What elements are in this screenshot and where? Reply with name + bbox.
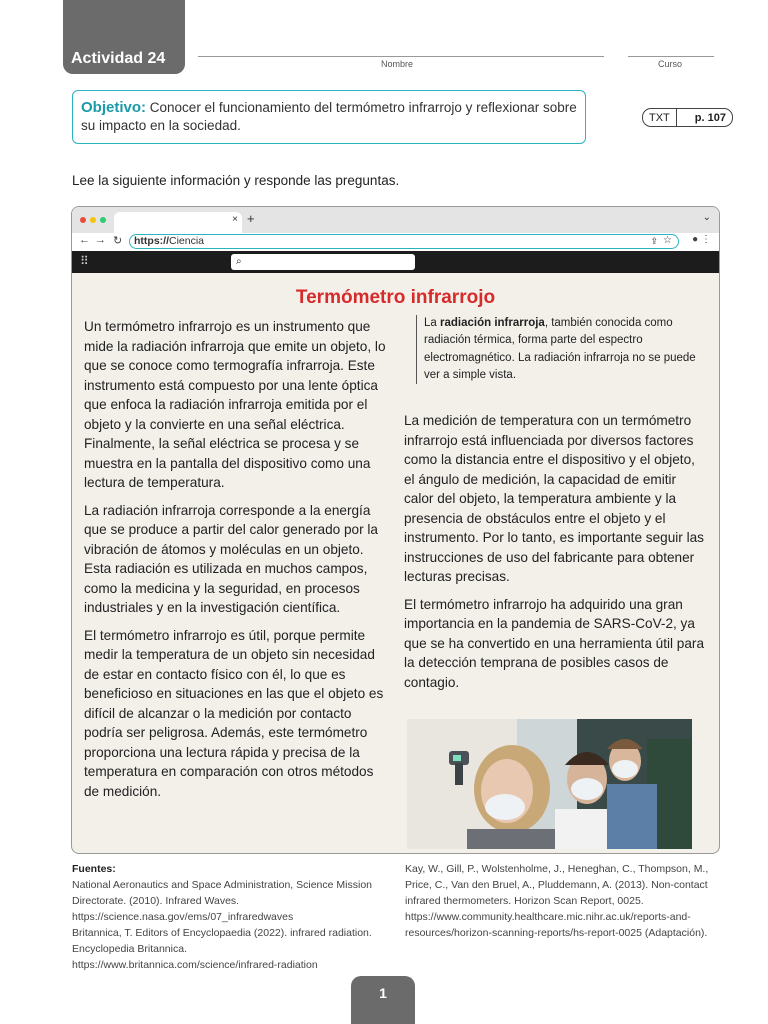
close-window-dot[interactable] [80, 217, 86, 223]
forward-arrow-icon[interactable]: → [95, 234, 106, 246]
name-line [198, 56, 604, 57]
sources-heading: Fuentes: [72, 863, 116, 875]
site-search-input[interactable] [231, 254, 415, 270]
side-note [416, 315, 696, 384]
article-right-column [404, 411, 704, 700]
url-scheme: https:// [134, 235, 169, 247]
page-number: 1 [351, 976, 415, 1024]
star-icon[interactable]: ☆ [663, 235, 672, 246]
activity-label: Actividad 24 [71, 50, 166, 67]
reload-icon[interactable]: ↻ [113, 235, 123, 247]
paragraph: El termómetro infrarrojo ha adquirido una gran importancia en la pandemia de SARS-CoV-2, ya que se ha convertido en una herramienta útil para la detección temprana de posibles casos de contagio. [404, 596, 705, 690]
note-text: , también conocida como radiación térmica, forma parte del espectro electromagnético. La radiación infrarroja no se puede ver a simple vista. [424, 317, 696, 381]
note-prefix: La [424, 317, 440, 329]
close-tab-icon[interactable]: × [232, 214, 238, 225]
course-line [628, 56, 714, 57]
course-label: Curso [658, 59, 683, 69]
url-path: Ciencia [169, 235, 205, 247]
note-term: radiación infrarroja [440, 317, 545, 329]
sources-left [72, 861, 384, 973]
book-page: p. 107 [694, 111, 726, 124]
instructions: Lee la siguiente información y responde las preguntas. [72, 173, 400, 188]
apps-grid-icon[interactable]: ⠿ [80, 254, 89, 268]
back-arrow-icon[interactable]: ← [79, 234, 90, 246]
share-icon[interactable]: ⇪ [650, 236, 658, 246]
objective-text: Conocer el funcionamiento del termómetro infrarrojo y reflexionar sobre su impacto en la sociedad. [81, 100, 577, 133]
activity-tab [63, 0, 185, 74]
source-entry: Britannica, T. Editors of Encyclopaedia (2022). infrared radiation. Encyclopedia Britannica. https://www.britannica.com/science/infrared-radiation [72, 927, 372, 971]
browser-tabbar [72, 207, 719, 233]
minimize-window-dot[interactable] [90, 217, 96, 223]
address-bar-row [72, 233, 719, 251]
profile-menu-icons[interactable]: ● ⋮ [692, 234, 711, 245]
browser-window [71, 206, 720, 854]
new-tab-icon[interactable]: + [247, 211, 255, 226]
source-entry: Kay, W., Gill, P., Wolstenholme, J., Heneghan, C., Thompson, M., Price, C., Van den Bruel, A., Pluddemann, A. (2013). Non-contact infrared thermometers. Horizon Scan Report, 0025. https://www.community.healthcare.mic.nihr.ac.uk/reports-and-resources/horizon-scanning-reports/hs-report-0025 (Adaptación). [405, 863, 709, 939]
thermometer-photo [407, 719, 692, 849]
objective-label: Objetivo: [81, 99, 147, 116]
paragraph: La medición de temperatura con un termómetro infrarrojo está influenciada por diversos factores como la distancia entre el dispositivo y el objeto, el ángulo de medición, la capacidad de emitir calor del objeto, la temperatura ambiente y la presencia de obstáculos entre el objeto y el instrumento. Por lo tanto, es importante seguir las instrucciones de uso del fabricante para obtener lecturas precisas. [404, 413, 704, 584]
sources-right [405, 861, 717, 941]
objective-box [72, 90, 586, 144]
source-entry: National Aeronautics and Space Administration, Science Mission Directorate. (2010). Infrared Waves. https://science.nasa.gov/ems/07_infraredwaves [72, 879, 372, 923]
book-label: TXT [649, 111, 670, 124]
paragraph: El termómetro infrarrojo es útil, porque permite medir la temperatura de un objeto sin necesidad de estar en contacto físico con él, lo que es beneficioso en situaciones en las que el objeto es difícil de alcanzar o la medición por contacto podría ser peligrosa. Además, este termómetro proporciona una lectura rápida y precisa de la temperatura en comparación con otros métodos de medición. [84, 627, 384, 799]
url-input[interactable] [129, 234, 679, 249]
book-reference-badge [642, 108, 733, 127]
site-toolbar [72, 251, 719, 273]
paragraph: La radiación infrarroja corresponde a la energía que se produce a partir del calor generado por la vibración de átomos y moléculas en un objeto. Esta radiación es utilizada en muchos campos, como la medicina y la seguridad, en procesos industriales y en la investigación científica. [84, 502, 378, 615]
name-label: Nombre [381, 59, 414, 69]
article-title: Termómetro infrarrojo [295, 287, 496, 308]
paragraph: Un termómetro infrarrojo es un instrumento que mide la radiación infrarroja que emite un objeto, lo que se conoce como termografía infrarroja. Este instrumento está compuesto por una lente óptica que enfoca la radiación infrarroja emitida por el objeto y la convierte en una señal eléctrica. Finalmente, la señal eléctrica se procesa y se muestra en la pantalla del dispositivo como una lectura de temperatura. [84, 319, 386, 490]
browser-tab[interactable] [114, 212, 242, 233]
chevron-down-icon[interactable]: ⌄ [702, 212, 711, 223]
search-icon: ⌕ [236, 256, 242, 267]
article-left-column [84, 317, 390, 809]
article [72, 273, 719, 853]
maximize-window-dot[interactable] [100, 217, 106, 223]
